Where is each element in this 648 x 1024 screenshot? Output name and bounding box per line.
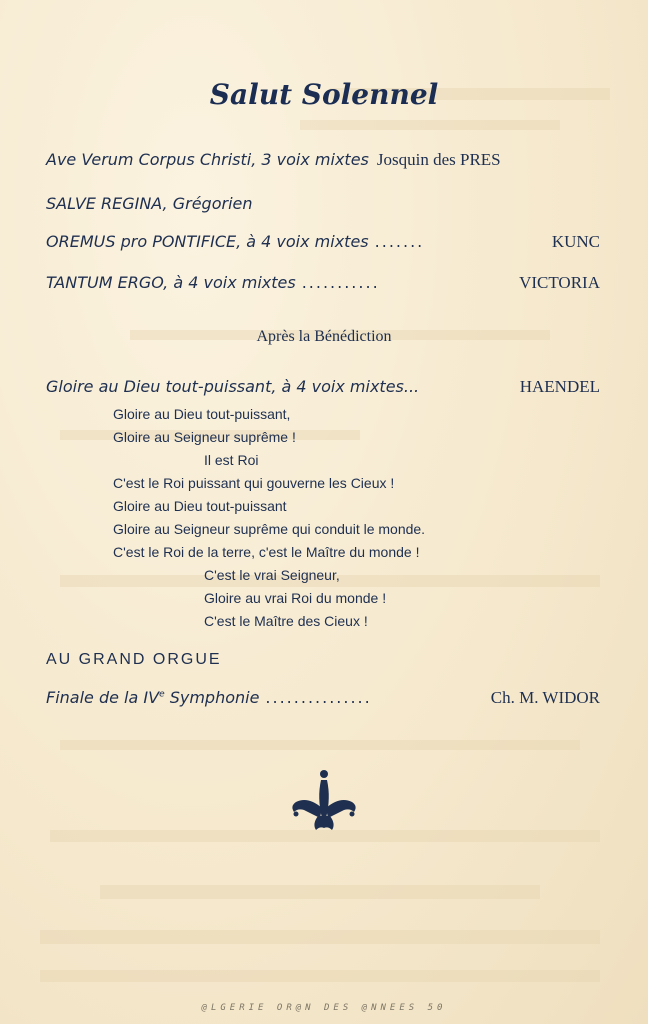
programme-item — [46, 150, 600, 170]
programme-item — [46, 377, 600, 397]
programme-item — [46, 232, 600, 252]
programme-item — [46, 688, 600, 708]
lyric-line: Il est Roi — [204, 452, 259, 468]
lyric-line: C'est le Roi puissant qui gouverne les Cieux ! — [113, 475, 395, 491]
lyric-line: Gloire au Seigneur suprême qui conduit le monde. — [113, 521, 426, 537]
lyric-line: C'est le Maître des Cieux ! — [204, 613, 368, 629]
work-title: Finale de la IVe Symphonie — [46, 688, 260, 707]
composer-name: HAENDEL — [519, 377, 600, 396]
leader-dots: ........... — [301, 273, 380, 292]
work-title: SALVE REGINA, Grégorien — [46, 194, 253, 213]
composer-name: VICTORIA — [519, 273, 600, 292]
work-title: TANTUM ERGO, à 4 voix mixtes — [46, 273, 296, 292]
lyric-line: Gloire au Dieu tout-puissant, — [113, 406, 291, 422]
work-title: Gloire au Dieu tout-puissant, à 4 voix mixtes... — [46, 377, 420, 396]
work-title: OREMUS pro PONTIFICE, à 4 voix mixtes — [46, 232, 369, 251]
lyric-line: C'est le vrai Seigneur, — [204, 567, 340, 583]
work-title: Ave Verum Corpus Christi, 3 voix mixtes — [46, 150, 369, 169]
programme-item — [46, 194, 600, 213]
leader-dots: ....... — [374, 232, 425, 251]
composer-name: Josquin des PRES — [376, 150, 501, 169]
lyric-line: C'est le Roi de la terre, c'est le Maître du monde ! — [113, 544, 420, 560]
organ-section-heading: AU GRAND ORGUE — [46, 651, 222, 668]
composer-name: Ch. M. WIDOR — [490, 688, 600, 707]
programme-item — [46, 273, 600, 293]
page-title: Salut Solennel — [209, 78, 439, 111]
lyric-line: Gloire au Seigneur suprême ! — [113, 429, 296, 445]
benediction-heading: Après la Bénédiction — [256, 328, 392, 345]
composer-name: KUNC — [551, 232, 600, 251]
leader-dots: ............... — [265, 688, 372, 707]
footer-credit: @LGERIE OR@N DES @NNEES 50 — [201, 1003, 447, 1013]
fleur-ornament-icon — [288, 768, 360, 834]
lyric-line: Gloire au vrai Roi du monde ! — [204, 590, 387, 606]
lyric-line: Gloire au Dieu tout-puissant — [113, 498, 287, 514]
